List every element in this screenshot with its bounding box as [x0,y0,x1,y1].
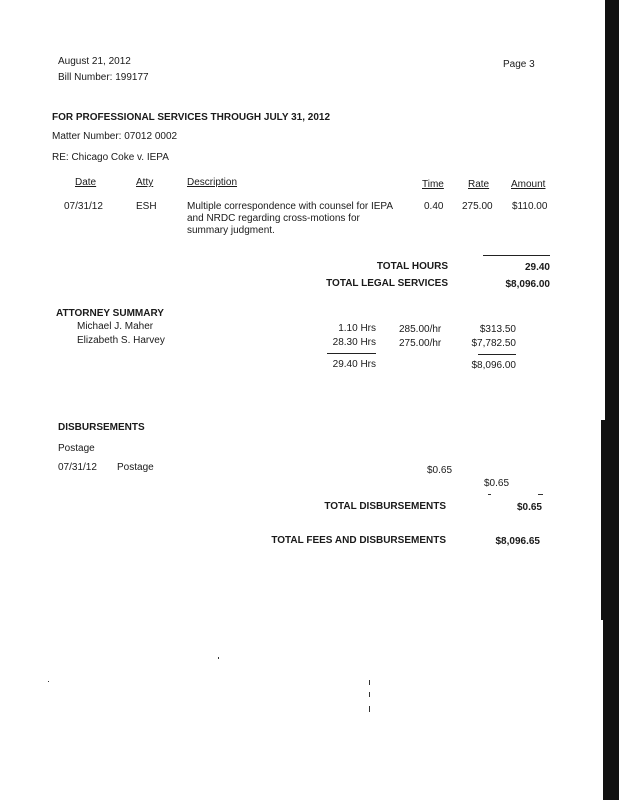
total-hours-label: TOTAL HOURS [376,261,448,272]
entry-date: 07/31/12 [64,201,103,212]
total-legal-label: TOTAL LEGAL SERVICES [326,278,448,289]
disbursement-category: Postage [58,443,95,454]
disbursement-subtotal: $0.65 [484,478,510,489]
disbursement-description: Postage [117,462,154,473]
col-header-time: Time [422,179,444,190]
scan-edge-artifact [597,0,619,800]
entry-atty: ESH [136,201,157,212]
attorney-hours: 28.30 Hrs [332,337,376,348]
attorney-amount: $7,782.50 [471,338,516,349]
total-disbursements-value: $0.65 [516,502,542,513]
attorney-name: Michael J. Maher [77,321,154,332]
entry-time: 0.40 [424,201,444,212]
entry-amount: $110.00 [512,201,548,212]
disbursement-amount: $0.65 [427,465,453,476]
col-header-rate: Rate [468,179,490,190]
section-title: FOR PROFESSIONAL SERVICES THROUGH JULY 31, 2012 [52,112,331,123]
col-header-date: Date [75,177,97,188]
col-header-description: Description [187,177,238,188]
disbursements-title: DISBURSEMENTS [58,422,145,433]
matter-re: RE: Chicago Coke v. IEPA [52,152,169,163]
summary-total-amount: $8,096.00 [471,360,516,371]
grand-total-label: TOTAL FEES AND DISBURSEMENTS [271,535,446,546]
bill-date: August 21, 2012 [58,56,131,67]
col-header-amount: Amount [511,179,546,190]
summary-total-hours: 29.40 Hrs [332,359,376,370]
entry-description: Multiple correspondence with counsel for IEPA and NRDC regarding cross-motions for summary judgment. [187,201,393,236]
grand-total-value: $8,096.65 [495,536,540,547]
attorney-summary-title: ATTORNEY SUMMARY [56,308,164,319]
totals-divider [483,255,550,256]
summary-amount-divider [478,354,516,355]
attorney-rate: 275.00/hr [399,338,442,349]
attorney-name: Elizabeth S. Harvey [77,335,165,346]
matter-number: Matter Number: 07012 0002 [52,131,178,142]
total-disbursements-label: TOTAL DISBURSEMENTS [324,501,446,512]
page-number: Page 3 [503,59,535,70]
attorney-hours: 1.10 Hrs [338,323,376,334]
disbursement-date: 07/31/12 [58,462,97,473]
attorney-rate: 285.00/hr [399,324,442,335]
bill-number: Bill Number: 199177 [58,72,149,83]
summary-hours-divider [327,353,376,354]
total-hours-value: 29.40 [524,262,550,273]
attorney-amount: $313.50 [479,324,516,335]
col-header-atty: Atty [136,177,154,188]
entry-rate: 275.00 [462,201,493,212]
total-legal-value: $8,096.00 [505,279,550,290]
